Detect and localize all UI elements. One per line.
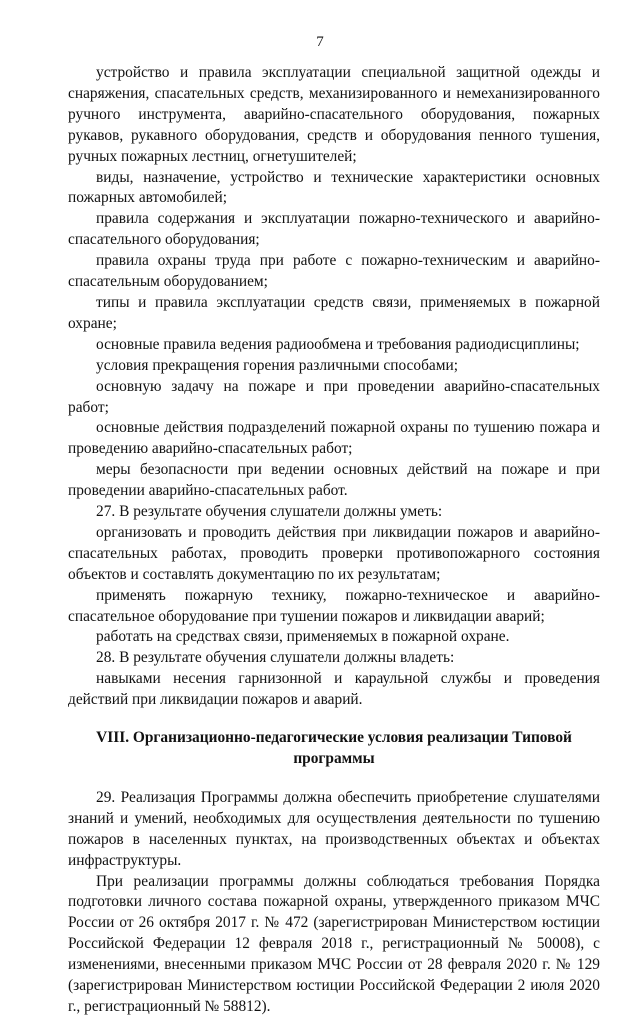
clause-28-heading: 28. В результате обучения слушатели должны владеть: [96,649,455,667]
paragraph: правила охраны труда при работе с пожарно-техническим и аварийно-спасательным оборудованием; [68,252,600,291]
paragraph: устройство и правила эксплуатации специальной защитной одежды и снаряжения, спасательных средств, механизированного и немеханизированного ручного инструмента, аварийно-спасательного оборудования, пожарных рукавов, рукавного оборудования, средств и оборудования пенного тушения, ручных пожарных лестниц, огнетушителей; [68,64,600,165]
paragraph: условия прекращения горения различными способами; [96,356,458,374]
paragraph: меры безопасности при ведении основных действий на пожаре и при проведении аварийно-спасательных работ. [68,461,600,500]
section-viii-body [68,788,600,1018]
paragraph: основные правила ведения радиообмена и требования радиодисциплины; [96,335,580,353]
clause-27-heading: 27. В результате обучения слушатели должны уметь: [96,503,443,521]
paragraph: основную задачу на пожаре и при проведении аварийно-спасательных работ; [68,377,600,416]
paragraph: При реализации программы должны соблюдаться требования Порядка подготовки личного состава пожарной охраны, утвержденного приказом МЧС России от 26 октября 2017 г. № 472 (зарегистрирован Министерством юстиции Российской Федерации 12 февраля 2018 г., регистрационный № 50008), с изменениями, внесенными приказом МЧС России от 28 февраля 2020 г. № 129 (зарегистрирован Министерством юстиции Российской Федерации 2 июля 2020 г., регистрационный № 58812). [68,872,600,1015]
paragraph: правила содержания и эксплуатации пожарно-технического и аварийно-спасательного оборудования; [68,210,600,249]
paragraph: организовать и проводить действия при ликвидации пожаров и аварийно-спасательных работах, проводить проверки противопожарного состояния объектов и составлять документацию по их результатам; [68,523,600,583]
paragraph: применять пожарную технику, пожарно-техническое и аварийно-спасательное оборудование при тушении пожаров и ликвидации аварий; [68,586,600,625]
clause-29-paragraph: 29. Реализация Программы должна обеспечить приобретение слушателями знаний и умений, необходимых для осуществления деятельности по тушению пожаров в населенных пунктах, на производственных объектах и объектах инфраструктуры. [68,788,600,869]
paragraph: типы и правила эксплуатации средств связи, применяемых в пожарной охране; [68,293,600,332]
paragraph: работать на средствах связи, применяемых в пожарной охране. [96,628,510,646]
section-heading: VIII. Организационно-педагогические условия реализации Типовой программы [96,729,572,767]
skills-list [68,63,600,711]
paragraph: навыками несения гарнизонной и караульной службы и проведения действий при ликвидации пожаров и аварий. [68,670,600,709]
document-body [68,63,600,1018]
paragraph: виды, назначение, устройство и технические характеристики основных пожарных автомобилей; [68,168,600,207]
page-number: 7 [316,34,324,50]
paragraph: основные действия подразделений пожарной охраны по тушению пожара и проведению аварийно-спасательных работ; [68,419,600,458]
